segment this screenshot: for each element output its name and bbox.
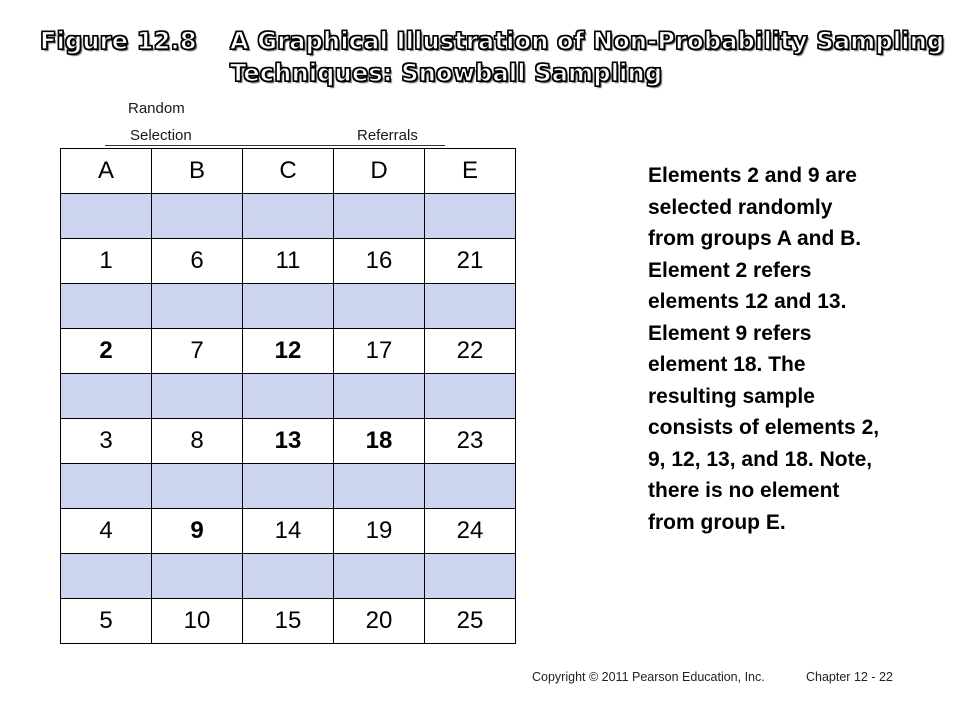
table-row — [61, 599, 516, 644]
blank-cell — [425, 374, 516, 419]
description-line: 9, 12, 13, and 18. Note, — [648, 447, 873, 471]
element-cell: 1 — [61, 239, 152, 284]
group-header-cell: A — [61, 149, 152, 194]
description-line: Element 2 refers — [648, 258, 812, 282]
blank-row — [61, 374, 516, 419]
blank-cell — [334, 374, 425, 419]
blank-cell — [152, 374, 243, 419]
blank-cell — [243, 374, 334, 419]
blank-cell — [243, 554, 334, 599]
element-cell: 16 — [334, 239, 425, 284]
element-cell: 22 — [425, 329, 516, 374]
description-line: from groups A and B. — [648, 227, 862, 250]
blank-cell — [425, 464, 516, 509]
label-underline — [105, 145, 445, 146]
blank-cell — [61, 374, 152, 419]
blank-cell — [61, 464, 152, 509]
element-cell: 9 — [152, 509, 243, 554]
blank-row — [61, 194, 516, 239]
element-cell: 19 — [334, 509, 425, 554]
table-row — [61, 509, 516, 554]
blank-cell — [152, 284, 243, 329]
table-row — [61, 419, 516, 464]
title-line-2: Techniques: Snowball Sampling — [230, 59, 663, 87]
element-cell: 6 — [152, 239, 243, 284]
table-row — [61, 329, 516, 374]
element-cell: 8 — [152, 419, 243, 464]
element-cell: 13 — [243, 419, 334, 464]
blank-cell — [334, 554, 425, 599]
referrals-label: Referrals — [357, 127, 418, 144]
blank-cell — [61, 284, 152, 329]
table-row — [61, 239, 516, 284]
element-cell: 15 — [243, 599, 334, 644]
description-line: Element 9 refers — [648, 321, 812, 345]
element-cell: 4 — [61, 509, 152, 554]
element-cell: 18 — [334, 419, 425, 464]
element-cell: 24 — [425, 509, 516, 554]
element-cell: 7 — [152, 329, 243, 374]
blank-cell — [334, 464, 425, 509]
element-cell: 11 — [243, 239, 334, 284]
chapter-text: Chapter 12 - 22 — [806, 670, 893, 684]
description-line: elements 12 and 13. — [648, 290, 847, 313]
snowball-table — [60, 148, 516, 644]
group-header-cell: C — [243, 149, 334, 194]
blank-cell — [425, 194, 516, 239]
figure-label: Figure 12.8 — [40, 27, 197, 55]
blank-cell — [152, 464, 243, 509]
element-cell: 20 — [334, 599, 425, 644]
blank-cell — [243, 194, 334, 239]
element-cell: 3 — [61, 419, 152, 464]
element-cell: 21 — [425, 239, 516, 284]
group-header-cell: B — [152, 149, 243, 194]
blank-cell — [334, 194, 425, 239]
blank-cell — [425, 284, 516, 329]
title-line-1: A Graphical Illustration of Non-Probability Sampling — [230, 27, 945, 55]
blank-cell — [425, 554, 516, 599]
description-line: resulting sample — [648, 384, 815, 408]
element-cell: 2 — [61, 329, 152, 374]
description-line: element 18. The — [648, 353, 806, 376]
element-cell: 12 — [243, 329, 334, 374]
blank-row — [61, 284, 516, 329]
blank-cell — [152, 554, 243, 599]
blank-cell — [152, 194, 243, 239]
group-header-cell: E — [425, 149, 516, 194]
element-cell: 14 — [243, 509, 334, 554]
element-cell: 10 — [152, 599, 243, 644]
blank-row — [61, 464, 516, 509]
blank-cell — [61, 194, 152, 239]
blank-cell — [243, 464, 334, 509]
description-text — [648, 160, 953, 538]
random-label: Random — [128, 100, 185, 117]
element-cell: 5 — [61, 599, 152, 644]
selection-label: Selection — [130, 127, 192, 144]
copyright-text: Copyright © 2011 Pearson Education, Inc. — [532, 670, 765, 684]
description-line: Elements 2 and 9 are — [648, 164, 857, 187]
description-line: there is no element — [648, 479, 840, 502]
description-line: consists of elements 2, — [648, 416, 880, 439]
blank-cell — [334, 284, 425, 329]
group-header-cell: D — [334, 149, 425, 194]
element-cell: 23 — [425, 419, 516, 464]
blank-cell — [61, 554, 152, 599]
blank-row — [61, 554, 516, 599]
element-cell: 25 — [425, 599, 516, 644]
table-header-row — [61, 149, 516, 194]
blank-cell — [243, 284, 334, 329]
description-line: selected randomly — [648, 195, 833, 219]
description-line: from group E. — [648, 510, 786, 534]
element-cell: 17 — [334, 329, 425, 374]
